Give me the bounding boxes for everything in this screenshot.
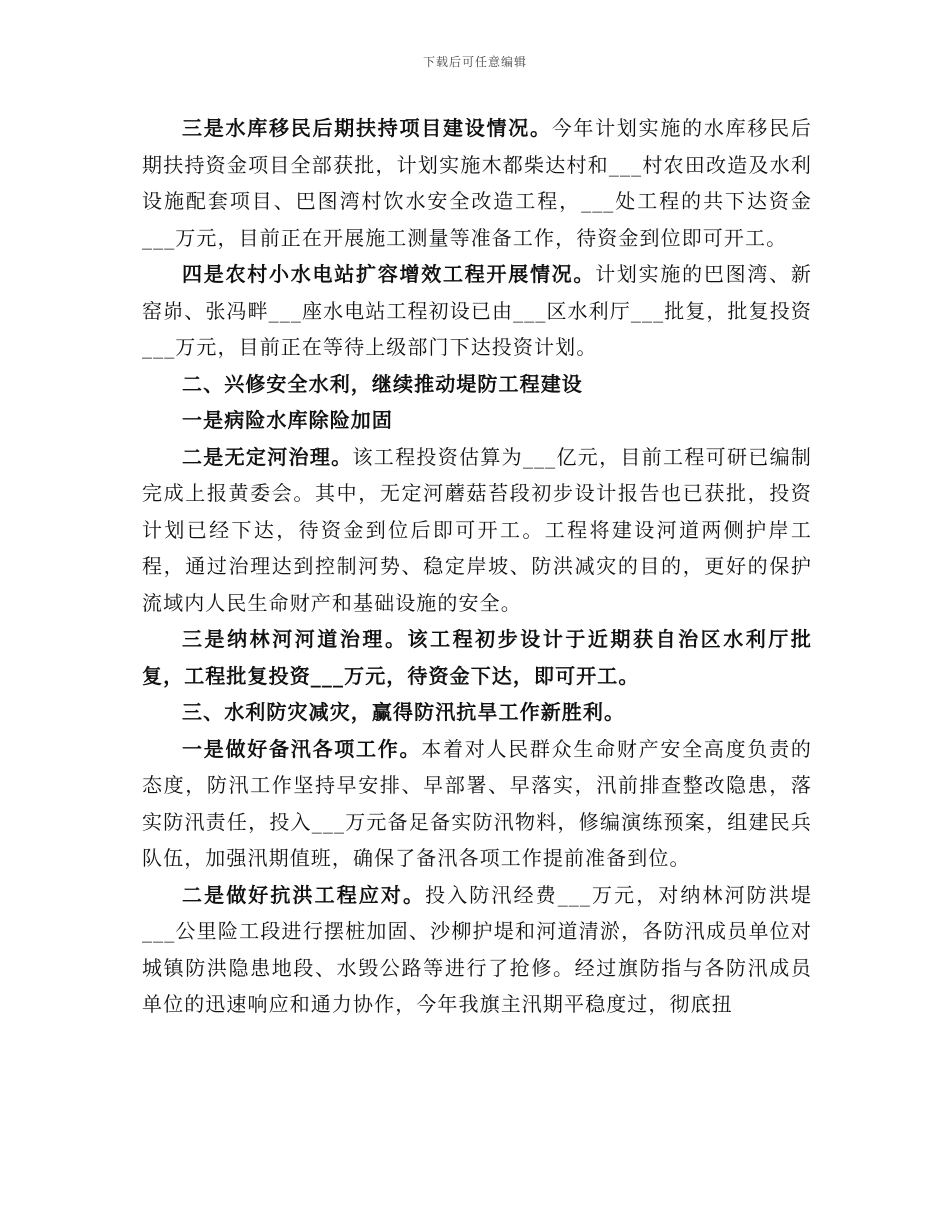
- section-heading-flood-control: [142, 694, 812, 731]
- paragraph-reservoir-reinforcement: [142, 402, 812, 439]
- paragraph-wuding-river: [142, 439, 812, 622]
- paragraph-lead: 三是纳林河河道治理。该工程初步设计于近期获自治区水利厅批复，工程批复投资___万元，待资金下达，即可开工。: [142, 627, 812, 688]
- paragraph-body: 今年计划实施的水库移民后期扶持资金项目全部获批，计划实施木都柴达村和___村农田改造及水利设施配套项目、巴图湾村饮水安全改造工程，___处工程的共下达资金___万元，目前正在开展施工测量等准备工作，待资金到位即可开工。: [142, 116, 812, 250]
- paragraph-body: 投入防汛经费___万元，对纳林河防洪堤___公里险工段进行摆桩加固、沙柳护堤和河道清淤，各防汛成员单位对城镇防洪隐患地段、水毁公路等进行了抢修。经过旗防指与各防汛成员单位的迅速响应和通力协作，今年我旗主汛期平稳度过，彻底扭: [142, 882, 812, 1016]
- paragraph-body: 计划实施的巴图湾、新窑峁、张冯畔___座水电站工程初设已由___区水利厅___批复，批复投资___万元，目前正在等待上级部门下达投资计划。: [142, 262, 813, 359]
- paragraph-lead: 一是病险水库除险加固: [182, 408, 393, 432]
- paragraph-flood-response: [142, 877, 812, 1023]
- page-header: 下载后可任意编辑: [422, 55, 527, 69]
- paragraph-flood-prep: [142, 731, 812, 877]
- paragraph-body: 本着对人民群众生命财产安全高度负责的态度，防汛工作坚持早安排、早部署、早落实，汛前排查整改隐患，落实防汛责任，投入___万元备足备实防汛物料，修编演练预案，组建民兵队伍，加强汛期值班，确保了备汛各项工作提前准备到位。: [142, 736, 812, 870]
- paragraph-lead: 四是农村小水电站扩容增效工程开展情况。: [182, 262, 596, 286]
- paragraph-reservoir-resettlement: [142, 110, 812, 256]
- document-body: [142, 110, 812, 1023]
- paragraph-lead: 三是水库移民后期扶持项目建设情况。: [182, 116, 552, 140]
- section-heading: 二、兴修安全水利，继续推动堤防工程建设: [182, 371, 583, 396]
- section-heading-levee: [142, 366, 812, 403]
- paragraph-body: 该工程投资估算为___亿元，目前工程可研已编制完成上报黄委会。其中，无定河蘑菇苔段初步设计报告也已获批，投资计划已经下达，待资金到位后即可开工。工程将建设河道两侧护岸工程，通过治理达到控制河势、稳定岸坡、防洪减灾的目的，更好的保护流域内人民生命财产和基础设施的安全。: [142, 444, 812, 615]
- paragraph-lead: 一是做好备汛各项工作。: [182, 736, 422, 761]
- paragraph-lead: 二是无定河治理。: [182, 444, 353, 469]
- section-heading: 三、水利防灾减灾，赢得防汛抗旱工作新胜利。: [182, 700, 626, 724]
- paragraph-nalin-river: [142, 621, 812, 694]
- paragraph-lead: 二是做好抗洪工程应对。: [182, 882, 426, 907]
- paragraph-hydropower-expansion: [142, 256, 812, 366]
